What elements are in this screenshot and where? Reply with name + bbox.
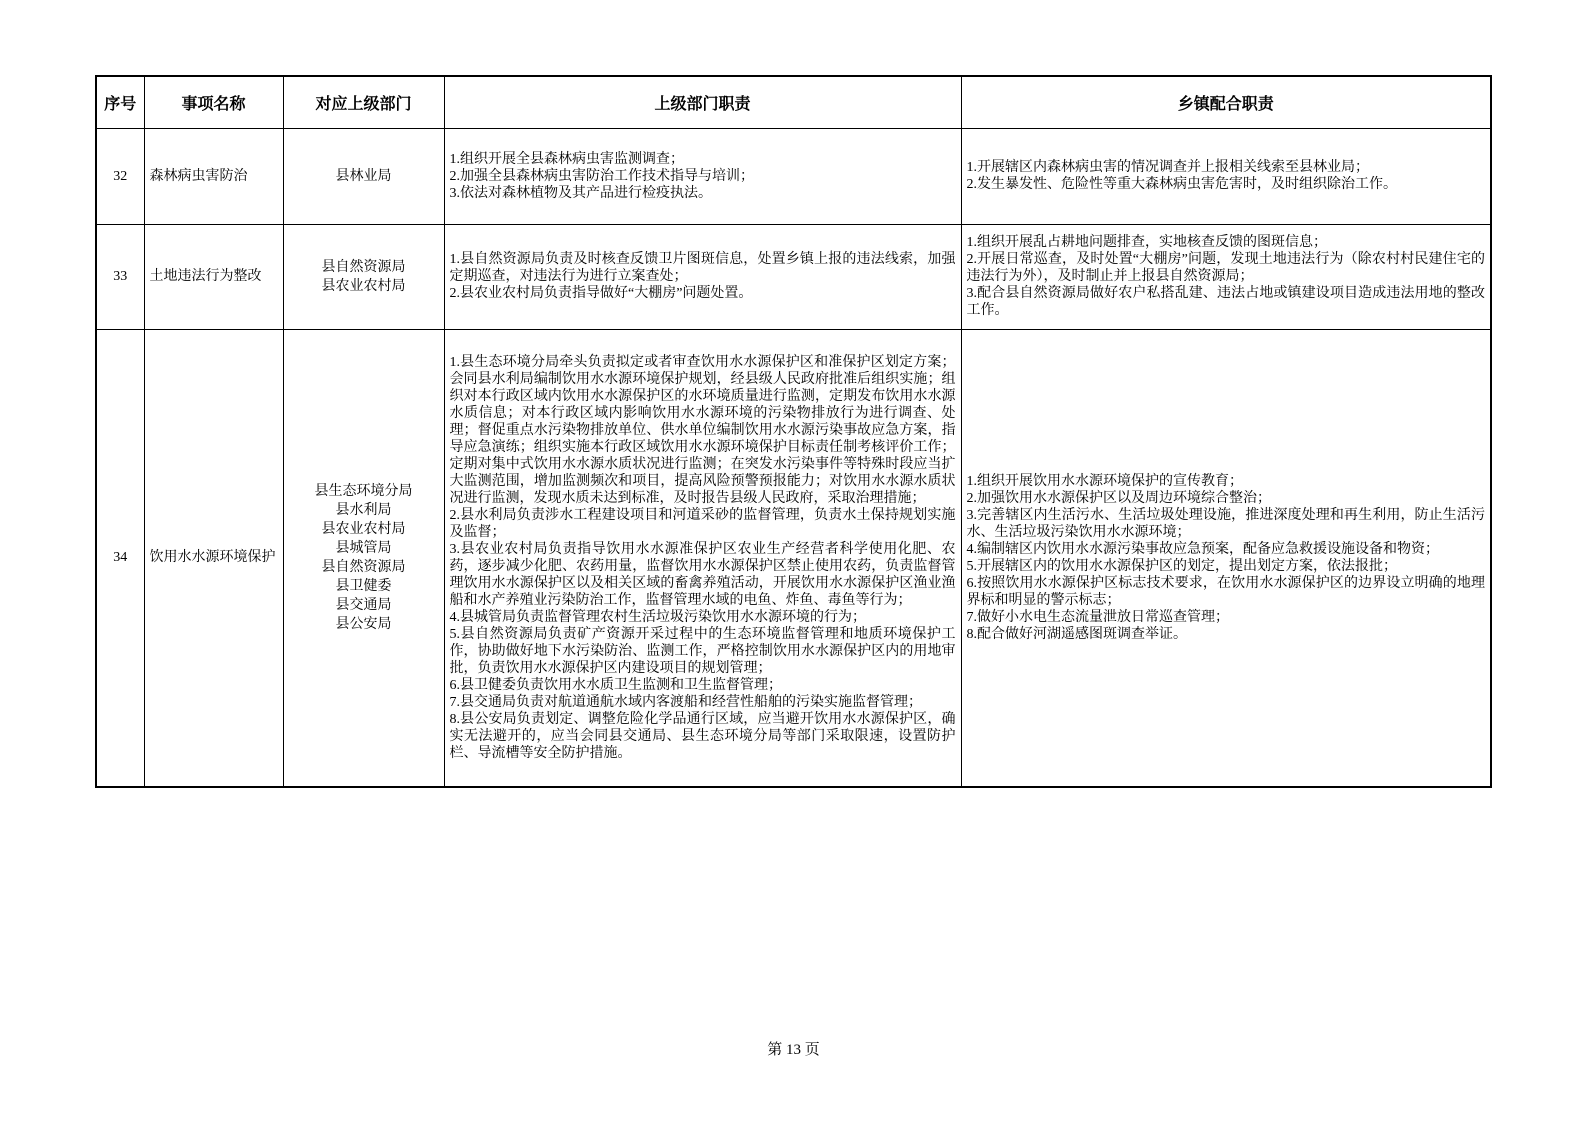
department-line: 县水利局 bbox=[335, 502, 392, 518]
duty-line: 6.按照饮用水水源保护区标志技术要求，在饮用水水源保护区的边界设立明确的地理界标和明显的警示标志； bbox=[966, 575, 1485, 608]
duty-line: 5.开展辖区内的饮用水水源保护区的划定，提出划定方案，依法报批； bbox=[966, 558, 1397, 574]
duty-line: 8.县公安局负责划定、调整危险化学品通行区域，应当避开饮用水水源保护区，确实无法避开的，应当会同县交通局、县生态环境分局等部门采取限速，设置防护栏、导流槽等安全防护措施。 bbox=[449, 711, 956, 761]
department-line: 县农业农村局 bbox=[321, 278, 406, 294]
duty-line: 1.县生态环境分局牵头负责拟定或者审查饮用水水源保护区和准保护区划定方案；会同县水利局编制饮用水水源环境保护规划，经县级人民政府批准后组织实施；组织对本行政区域内饮用水水源保护区的水环境质量进行监测，定期发布饮用水水源水质信息；对本行政区域内影响饮用水水源环境的污染物排放行为进行调查、处理；督促重点水污染物排放单位、供水单位编制饮用水水源污染事故应急方案，指导应急演练；组织实施本行政区域饮用水水源环境保护目标责任制考核评价工作；定期对集中式饮用水水源水质状况进行监测；在突发水污染事件等特殊时段应当扩大监测范围，增加监测频次和项目，提高风险预警预报能力；对饮用水水源水质状况进行监测，发现水质未达到标准，及时报告县级人民政府，采取治理措施； bbox=[449, 354, 956, 506]
row-serial: 34 bbox=[96, 329, 144, 787]
department-line: 县交通局 bbox=[335, 597, 392, 613]
row-item-name: 森林病虫害防治 bbox=[144, 128, 283, 224]
duty-line: 5.县自然资源局负责矿产资源开采过程中的生态环境监督管理和地质环境保护工作，协助做好地下水污染防治、监测工作，严格控制饮用水水源保护区内的用地审批，负责饮用水水源保护区内建设项目的规划管理； bbox=[449, 626, 956, 676]
table-row bbox=[96, 224, 1491, 329]
row-township-duties bbox=[961, 128, 1491, 224]
row-departments bbox=[283, 128, 444, 224]
row-superior-duties bbox=[444, 329, 961, 787]
table-header-row bbox=[96, 76, 1491, 128]
duty-line: 2.县农业农村局负责指导做好“大棚房”问题处置。 bbox=[449, 286, 753, 301]
duty-line: 4.编制辖区内饮用水水源污染事故应急预案，配备应急救援设施设备和物资； bbox=[966, 541, 1439, 557]
table-row bbox=[96, 329, 1491, 787]
duty-line: 4.县城管局负责监督管理农村生活垃圾污染饮用水水源环境的行为； bbox=[449, 609, 866, 625]
row-serial: 32 bbox=[96, 128, 144, 224]
duty-line: 1.县自然资源局负责及时核查反馈卫片图斑信息，处置乡镇上报的违法线索，加强定期巡查，对违法行为进行立案查处； bbox=[449, 252, 956, 284]
duty-line: 2.开展日常巡查，及时处置“大棚房”问题，发现土地违法行为（除农村村民建住宅的违法行为外），及时制止并上报县自然资源局； bbox=[966, 252, 1485, 284]
row-item-name: 土地违法行为整改 bbox=[144, 224, 283, 329]
duty-line: 3.完善辖区内生活污水、生活垃圾处理设施，推进深度处理和再生利用，防止生活污水、生活垃圾污染饮用水水源环境； bbox=[966, 507, 1485, 540]
page-number: 第 13 页 bbox=[767, 1042, 820, 1058]
department-line: 县城管局 bbox=[335, 540, 392, 556]
duty-line: 1.组织开展饮用水水源环境保护的宣传教育； bbox=[966, 473, 1243, 489]
duty-line: 1.开展辖区内森林病虫害的情况调查并上报相关线索至县林业局； bbox=[966, 160, 1369, 175]
row-serial: 33 bbox=[96, 224, 144, 329]
row-superior-duties bbox=[444, 224, 961, 329]
department-line: 县自然资源局 bbox=[321, 559, 406, 575]
department-line: 县农业农村局 bbox=[321, 521, 406, 537]
duty-line: 2.加强饮用水水源保护区以及周边环境综合整治； bbox=[966, 490, 1271, 506]
duty-line: 3.配合县自然资源局做好农户私搭乱建、违法占地或镇建设项目造成违法用地的整改工作。 bbox=[966, 286, 1485, 318]
column-header-superior-duties: 上级部门职责 bbox=[444, 76, 961, 128]
duty-line: 8.配合做好河湖遥感图斑调查举证。 bbox=[966, 626, 1187, 642]
column-header-item-name: 事项名称 bbox=[144, 76, 283, 128]
column-header-serial: 序号 bbox=[96, 76, 144, 128]
column-header-township-duties: 乡镇配合职责 bbox=[961, 76, 1491, 128]
department-line: 县生态环境分局 bbox=[314, 483, 413, 499]
table-row bbox=[96, 128, 1491, 224]
row-township-duties bbox=[961, 329, 1491, 787]
row-departments bbox=[283, 224, 444, 329]
department-line: 县林业局 bbox=[335, 168, 392, 184]
duty-line: 7.县交通局负责对航道通航水域内客渡船和经营性船舶的污染实施监督管理； bbox=[449, 694, 922, 710]
row-township-duties bbox=[961, 224, 1491, 329]
duty-line: 7.做好小水电生态流量泄放日常巡查管理； bbox=[966, 609, 1229, 625]
duty-line: 6.县卫健委负责饮用水水质卫生监测和卫生监督管理； bbox=[449, 677, 782, 693]
department-line: 县卫健委 bbox=[335, 578, 392, 594]
row-superior-duties bbox=[444, 128, 961, 224]
duty-line: 3.县农业农村局负责指导饮用水水源准保护区农业生产经营者科学使用化肥、农药，逐步减少化肥、农药用量，监督饮用水水源保护区禁止使用农药，负责监督管理饮用水水源保护区以及相关区域的畜禽养殖活动，开展饮用水水源保护区渔业渔船和水产养殖业污染防治工作，监督管理水域的电鱼、炸鱼、毒鱼等行为； bbox=[449, 541, 956, 608]
duty-line: 2.县水利局负责涉水工程建设项目和河道采砂的监督管理，负责水土保持规划实施及监督； bbox=[449, 507, 956, 540]
responsibility-table bbox=[95, 75, 1492, 788]
duty-line: 1.组织开展乱占耕地问题排查，实地核查反馈的图斑信息； bbox=[966, 235, 1327, 250]
row-item-name: 饮用水水源环境保护 bbox=[144, 329, 283, 787]
department-line: 县自然资源局 bbox=[321, 259, 406, 275]
duty-line: 1.组织开展全县森林病虫害监测调查； bbox=[449, 151, 684, 167]
row-departments bbox=[283, 329, 444, 787]
column-header-superior-department: 对应上级部门 bbox=[283, 76, 444, 128]
duty-line: 2.加强全县森林病虫害防治工作技术指导与培训； bbox=[449, 168, 754, 184]
department-line: 县公安局 bbox=[335, 616, 392, 632]
duty-line: 3.依法对森林植物及其产品进行检疫执法。 bbox=[449, 185, 712, 201]
duty-line: 2.发生暴发性、危险性等重大森林病虫害危害时，及时组织除治工作。 bbox=[966, 177, 1397, 192]
